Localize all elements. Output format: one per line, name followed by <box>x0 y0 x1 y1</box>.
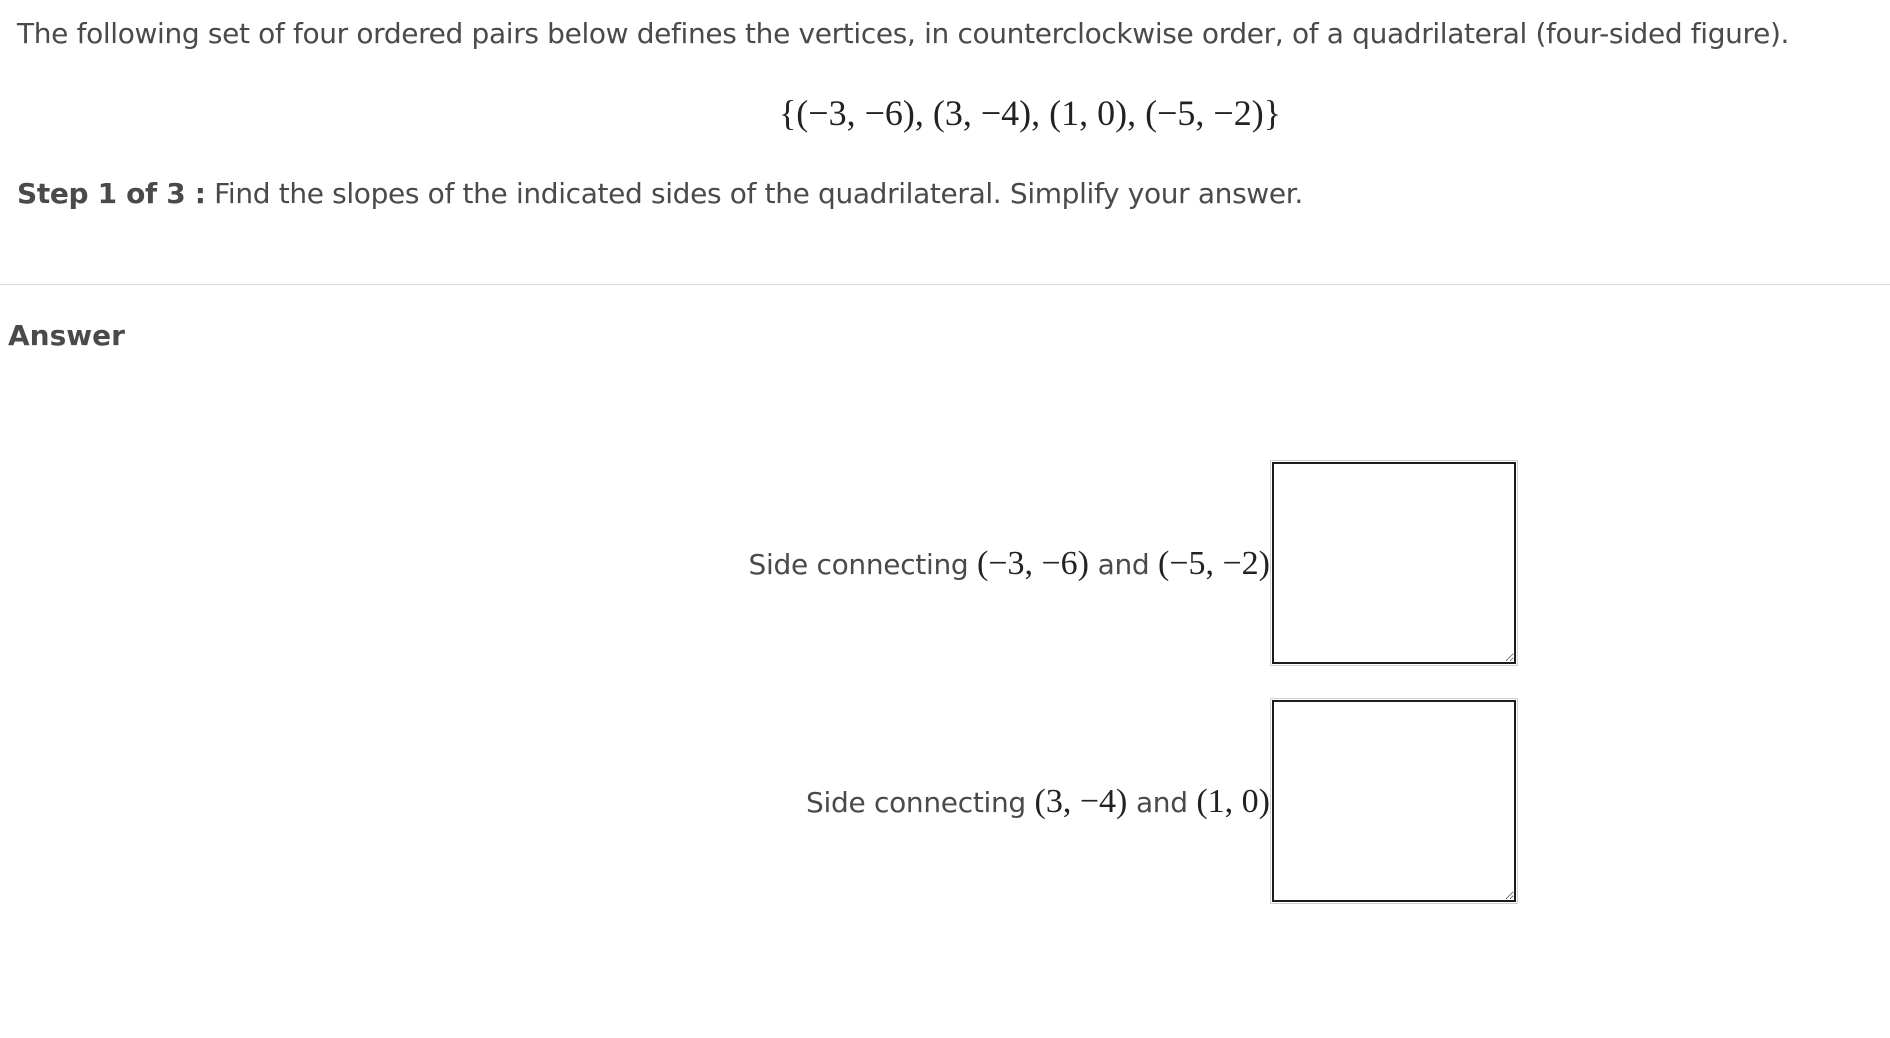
answer-heading: Answer <box>8 319 125 352</box>
vertex-set: {(−3, −6), (3, −4), (1, 0), (−5, −2)} <box>779 93 1281 133</box>
side-1-conjunction: and <box>1097 548 1150 581</box>
side-2-prefix: Side connecting <box>806 786 1026 819</box>
section-divider <box>0 284 1890 285</box>
side-1-point-b: (−5, −2) <box>1158 545 1270 582</box>
side-1-prefix: Side connecting <box>748 548 969 581</box>
side-2-label <box>0 782 1270 823</box>
problem-intro: The following set of four ordered pairs below defines the vertices, in counterclockwise order, of a quadrilateral (four-sided figure). <box>17 17 1790 50</box>
side-1-point-a: (−3, −6) <box>977 545 1089 582</box>
side-2-slope-input[interactable] <box>1272 700 1516 902</box>
step-instruction: Find the slopes of the indicated sides of the quadrilateral. Simplify your answer. <box>214 177 1303 210</box>
side-2-point-b: (1, 0) <box>1196 783 1270 820</box>
side-1-label <box>0 544 1270 585</box>
side-1-slope-input[interactable] <box>1272 462 1516 664</box>
side-2-conjunction: and <box>1135 786 1188 819</box>
step-label: Step 1 of 3 : <box>17 177 206 210</box>
step-instruction-line <box>17 174 1303 214</box>
side-2-point-a: (3, −4) <box>1034 783 1128 820</box>
